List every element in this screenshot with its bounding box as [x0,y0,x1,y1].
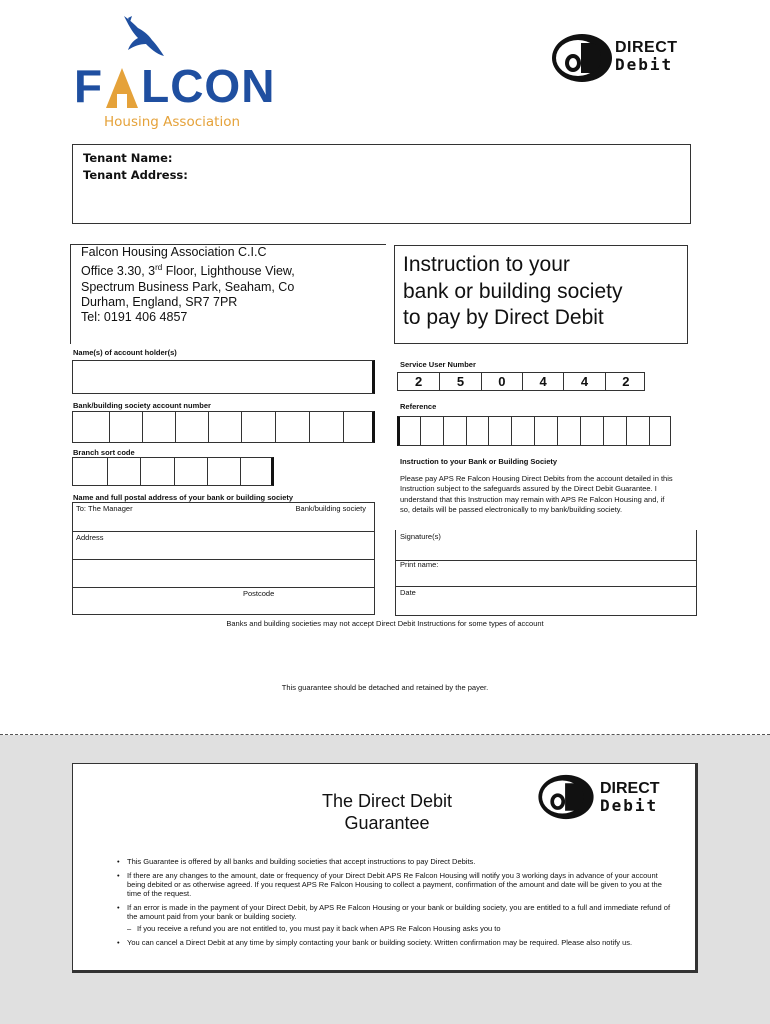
falcon-logo [74,14,279,132]
date-label: Date [400,588,416,597]
org-line3: Spectrum Business Park, Seaham, Co [81,279,295,294]
reference-label: Reference [400,402,437,411]
org-line1: Falcon Housing Association C.I.C [81,245,267,259]
org-line2: Office 3.30, 3rd Floor, Lighthouse View, [81,263,295,279]
bank-address-label: Name and full postal address of your bank or building society [73,493,294,502]
instruction-title-line2: bank or building society [403,279,623,303]
postcode-text: Postcode [243,589,275,598]
banks-note: Banks and building societies may not accept Direct Debit Instructions for some types of account [226,619,544,628]
to-manager-text: To: The Manager [76,504,133,513]
dd-logo-word2: Debit [615,55,674,74]
guarantee-bullet: • If there are any changes to the amount, date or frequency of your Direct Debit APS Re Falcon Housing will notify you 3 working days in advance of your account being debited or as otherwise agreed. If you request APS Re Falcon Housing to collect a payment, confirmation of the amount and date will be given to you at the time of the request. [117,871,662,898]
org-line4: Durham, England, SR7 7PR [81,294,238,309]
falcon-wordmark: F LCON [74,60,276,112]
sort-code-label: Branch sort code [73,448,135,457]
instruction-title-box [394,245,688,344]
instruction-title-line1: Instruction to your [403,253,570,276]
account-number-field[interactable] [72,411,375,443]
service-user-digit: 4 [522,373,563,390]
service-user-number [397,372,645,391]
guarantee-box [72,763,698,973]
tenant-address-label: Tenant Address: [83,168,188,182]
direct-debit-icon [536,774,596,820]
direct-debit-logo [551,33,701,83]
service-user-label: Service User Number [400,360,476,369]
address-text: Address [76,533,104,542]
guarantee-bullet: • This Guarantee is offered by all banks and building societies that accept instructions to pay Direct Debits. [117,857,476,866]
account-number-label: Bank/building society account number [73,401,211,410]
print-name-label: Print name: [400,560,439,569]
service-user-digit: 2 [415,374,423,389]
guarantee-bullet: • You can cancel a Direct Debit at any time by simply contacting your bank or building society. Written confirmation may be required. Please also notify us. [117,938,633,947]
tenant-box [72,144,691,224]
guarantee-title: The Direct Debit Guarantee [321,791,453,833]
house-a-icon [104,64,140,108]
guarantee-dd-word2: Debit [600,796,659,815]
account-holders-label: Name(s) of account holder(s) [73,348,177,357]
guarantee-dd-word1: DIRECT [600,780,660,797]
org-line5: Tel: 0191 406 4857 [81,309,188,324]
org-address [70,244,386,344]
reference-field[interactable] [397,416,671,446]
instruction-heading: Instruction to your Bank or Building Society [400,457,558,466]
dd-logo-word1: DIRECT [615,39,678,56]
service-user-digit: 5 [439,373,480,390]
falcon-bird-icon [118,14,166,58]
direct-debit-icon [551,33,613,83]
falcon-subtitle: Housing Association [104,114,241,130]
guarantee-bullets [117,857,673,947]
signature-label: Signature(s) [400,532,441,541]
guarantee-sub-bullet: – If you receive a refund you are not entitled to, you must pay it back when APS Re Falcon Housing asks you to [127,924,501,933]
tenant-name-label: Tenant Name: [83,151,173,165]
bank-address-box[interactable] [72,502,375,615]
service-user-digit: 0 [481,373,522,390]
detach-note: This guarantee should be detached and retained by the payer. [281,683,489,692]
service-user-digit: 2 [605,373,646,390]
account-holders-field[interactable] [72,360,375,394]
guarantee-dd-logo [536,774,686,822]
sort-code-field[interactable] [72,457,274,486]
bank-society-text: Bank/building society [295,504,366,513]
service-user-digit: 4 [563,373,604,390]
instruction-text: Please pay APS Re Falcon Housing Direct Debits from the account detailed in this Instruction subject to the safeguards assured by the Direct Debit Guarantee. I understand that this Instruction may remain with APS Re Falcon Housing and, if so, details will be passed electronically to my bank/building society. [400,474,673,514]
signature-area [395,530,697,616]
instruction-title-line3: to pay by Direct Debit [403,306,604,329]
guarantee-bullet: • If an error is made in the payment of your Direct Debit, by APS Re Falcon Housing or your bank or building society, you are entitled to a full and immediate refund of the amount paid from your bank or building society. [117,903,671,921]
